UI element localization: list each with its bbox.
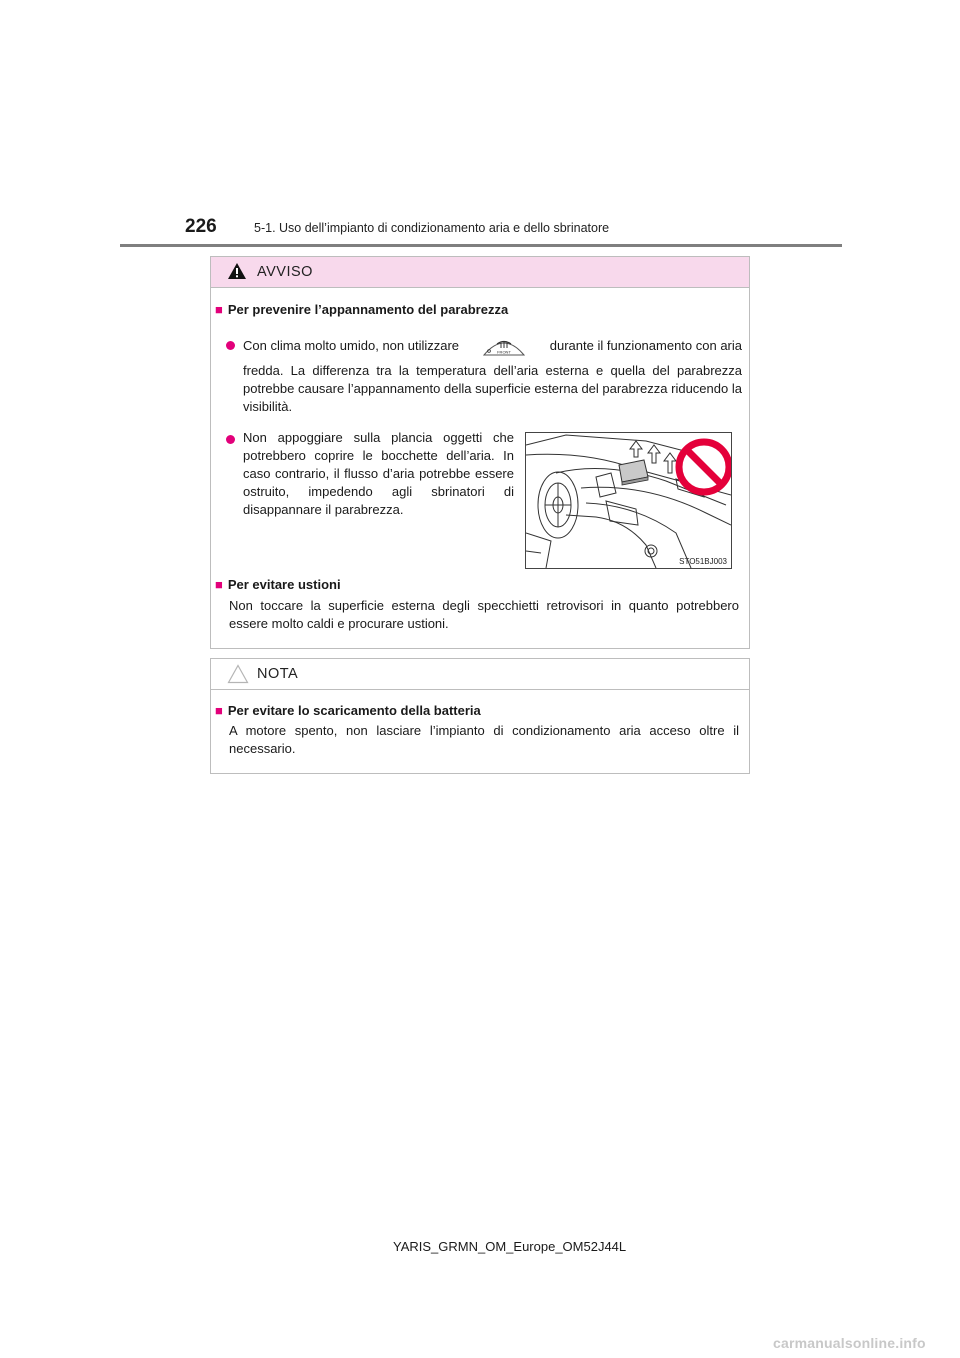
bullet-dot-icon: [226, 435, 235, 444]
heading-text: Per prevenire l’appannamento del parabrezza: [227, 302, 509, 317]
bullet1-line1-before: Con clima molto umido, non utilizzare: [243, 338, 460, 353]
warning-triangle-icon: [227, 262, 247, 280]
watermark: carmanualsonline.info: [773, 1335, 926, 1351]
header-rule: [120, 244, 842, 247]
object-on-dashboard: [619, 460, 648, 485]
square-bullet-icon: ■: [215, 302, 223, 317]
page-number: 226: [185, 216, 217, 237]
warning-section2-heading: [215, 577, 341, 592]
square-bullet-icon: ■: [215, 703, 223, 718]
square-bullet-icon: ■: [215, 577, 223, 592]
note-header: [211, 659, 749, 690]
caution-triangle-icon: [227, 664, 249, 684]
document-code: YARIS_GRMN_OM_Europe_OM52J44L: [393, 1239, 627, 1254]
warning-section2-text: Non toccare la superficie esterna degli specchietti retrovisori in quanto potrebbero essere molto caldi e procurare ustioni.: [229, 598, 739, 631]
heading-text: Per evitare ustioni: [227, 577, 341, 592]
bullet1-line1-after: durante il funzionamento con aria: [549, 338, 742, 353]
defroster-button-icon: [482, 336, 526, 356]
note-section1-heading: [215, 703, 481, 718]
warning-section1-heading: [215, 302, 508, 317]
bullet-dot-icon: [226, 341, 235, 350]
note-title: NOTA: [257, 666, 299, 682]
warning-bullet1-text: fredda. La differenza tra la temperatura dell’aria esterna e quella del parabrezza potrebbe causare l’appannamento della superficie esterna del parabrezza riducendo la visibilità.: [243, 363, 742, 414]
dashboard-drawing: [526, 433, 731, 568]
prohibition-icon: [679, 442, 729, 492]
warning-bullet2-text: Non appoggiare sulla plancia oggetti che potrebbero coprire le bocchette dell’aria. In caso contrario, il flusso d’aria potrebbe essere ostruito, impedendo agli sbrinatori di disappannare il parabrezza.: [243, 430, 514, 517]
warning-bullet1-line1: [243, 336, 742, 356]
warning-header: [211, 257, 749, 288]
heading-text: Per evitare lo scaricamento della batteria: [227, 703, 481, 718]
defroster-button-label: FRONT: [497, 349, 512, 355]
warning-title: AVVISO: [257, 264, 313, 280]
figure-code: STO51BJ003: [679, 557, 727, 566]
dashboard-illustration: [525, 432, 732, 569]
note-section1-text: A motore spento, non lasciare l’impianto di condizionamento aria acceso oltre il necessario.: [229, 723, 739, 756]
section-title: 5-1. Uso dell’impianto di condizionamento aria e dello sbrinatore: [254, 221, 610, 235]
